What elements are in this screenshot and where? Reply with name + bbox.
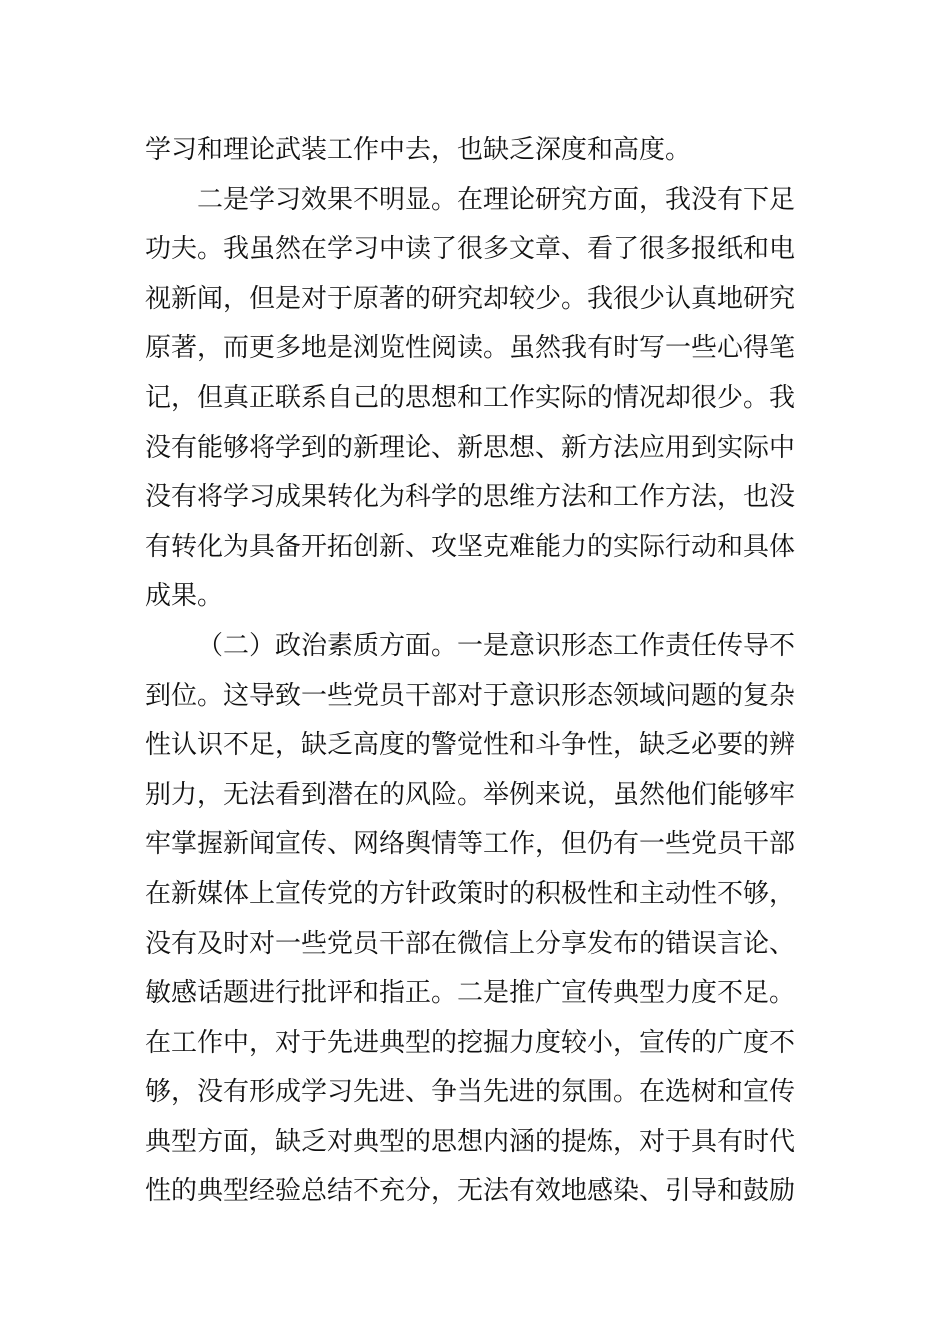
text-line: 到位。这导致一些党员干部对于意识形态领域问题的复杂 bbox=[145, 680, 796, 711]
text-line: 典型方面，缺乏对典型的思想内涵的提炼，对于具有时代 bbox=[145, 1126, 796, 1157]
text-line: 视新闻，但是对于原著的研究却较少。我很少认真地研究 bbox=[145, 283, 796, 314]
body-text bbox=[145, 126, 807, 1217]
text-line: 敏感话题进行批评和指正。二是推广宣传典型力度不足。 bbox=[145, 978, 796, 1009]
text-line: 没有将学习成果转化为科学的思维方法和工作方法，也没 bbox=[145, 482, 796, 513]
text-line: 在工作中，对于先进典型的挖掘力度较小，宣传的广度不 bbox=[145, 1027, 796, 1058]
paragraph-start-line: 二是学习效果不明显。在理论研究方面，我没有下足 bbox=[197, 184, 796, 215]
text-line: 性认识不足，缺乏高度的警觉性和斗争性，缺乏必要的辨 bbox=[145, 730, 796, 761]
text-line: 性的典型经验总结不充分，无法有效地感染、引导和鼓励 bbox=[145, 1176, 796, 1207]
text-line: 有转化为具备开拓创新、攻坚克难能力的实际行动和具体 bbox=[145, 531, 796, 562]
text-line: 没有及时对一些党员干部在微信上分享发布的错误言论、 bbox=[145, 928, 796, 959]
text-line: 牢掌握新闻宣传、网络舆情等工作，但仍有一些党员干部 bbox=[145, 829, 796, 860]
text-line: 学习和理论武装工作中去，也缺乏深度和高度。 bbox=[145, 135, 692, 165]
text-line: 功夫。我虽然在学习中读了很多文章、看了很多报纸和电 bbox=[145, 234, 796, 265]
text-line: 别力，无法看到潜在的风险。举例来说，虽然他们能够牢 bbox=[145, 779, 796, 810]
text-line: 够，没有形成学习先进、争当先进的氛围。在选树和宣传 bbox=[145, 1077, 796, 1108]
section-heading-line: （二）政治素质方面。一是意识形态工作责任传导不 bbox=[197, 630, 796, 661]
text-line: 在新媒体上宣传党的方针政策时的积极性和主动性不够， bbox=[145, 878, 796, 909]
text-line: 没有能够将学到的新理论、新思想、新方法应用到实际中 bbox=[145, 432, 796, 463]
text-line: 成果。 bbox=[145, 581, 224, 612]
text-line: 原著，而更多地是浏览性阅读。虽然我有时写一些心得笔 bbox=[145, 333, 796, 364]
text-line: 记，但真正联系自己的思想和工作实际的情况却很少。我 bbox=[145, 382, 796, 413]
